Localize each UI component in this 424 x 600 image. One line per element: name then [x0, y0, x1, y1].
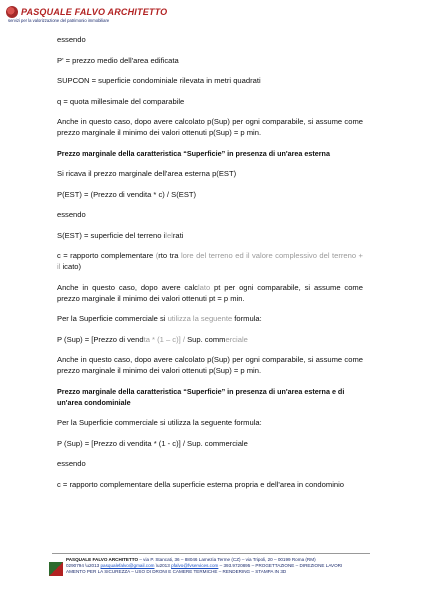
paragraph-text: P(EST) = (Prezzo di vendita * c) / S(EST)	[57, 189, 197, 199]
footer-brand: PASQUALE FALVO ARCHITETTO	[66, 557, 139, 562]
footer	[50, 557, 380, 576]
paragraph-text: Anche in questo caso, dopo avere calcolato p(Sup) per ogni comparabile, si assume come prezzo marginale il minimo dei valori ottenuti p(Sup) = p min.	[57, 117, 363, 137]
paragraph-text: Anche in questo caso, dopo avere calc	[57, 282, 198, 292]
footer-email-link-2[interactable]: pfalvo@fvservices.com	[171, 563, 219, 569]
paragraph	[57, 55, 363, 66]
paragraph-text-part: ta * (1 – c)] /	[143, 334, 185, 344]
paragraph-text-part: lato	[197, 282, 211, 292]
paragraph-text: Per la Superficie commerciale si	[57, 314, 168, 323]
section-heading	[57, 386, 363, 408]
paragraph	[57, 313, 363, 324]
paragraph-text: P (Sup) = [Prezzo di vend	[57, 334, 144, 344]
paragraph-text: Per la Superficie commerciale si utilizza la seguente formula:	[57, 418, 262, 427]
paragraph	[57, 458, 363, 469]
paragraph	[57, 34, 363, 45]
paragraph-text: P (Sup) = [Prezzo di vendita * (1 - c)] / Sup. commerciale	[57, 438, 248, 448]
paragraph	[57, 282, 363, 304]
paragraph	[57, 116, 363, 138]
paragraph	[57, 250, 363, 272]
paragraph-text-part: rto tra	[158, 251, 181, 260]
paragraph-text-part: erciale	[225, 334, 248, 344]
paragraph	[57, 334, 363, 345]
paragraph-text: essendo	[57, 459, 86, 468]
footer-services: – 393.9720895 – PROGETTAZIONE – DIREZIONE LAVORI	[218, 563, 343, 569]
paragraph	[57, 417, 363, 428]
paragraph-text: essendo	[57, 35, 86, 44]
paragraph-text: SUPCON = superficie condominiale rilevata in metri quadrati	[57, 76, 261, 85]
paragraph-text: c = rapporto complementare	[57, 251, 156, 260]
logo-mark-icon	[6, 6, 18, 18]
paragraph-text: Prezzo marginale della caratteristica “Superficie” in presenza di un'area esterna	[57, 148, 330, 158]
footer-line-2: 0290794 \u2013 pasqualefalvo@gmail.com \u2013 pfalvo@fvservices.com – 393.9720895 – PROGETTAZIONE – DIREZIONE LAVORI	[66, 563, 343, 569]
section-heading	[57, 148, 363, 159]
paragraph-text-part: formula:	[232, 314, 262, 323]
paragraph	[57, 96, 363, 107]
paragraph-text-part: icato)	[62, 262, 82, 271]
paragraph	[57, 75, 363, 86]
paragraph-text: c = rapporto complementare della superficie esterna propria e dell'area in condominio	[57, 479, 345, 489]
paragraph	[57, 354, 363, 376]
footer-phone: 0290794	[66, 563, 84, 569]
footer-email-link-1[interactable]: pasqualefalvo@gmail.com	[100, 563, 155, 569]
paragraph-text: q = quota millesimale del comparabile	[57, 96, 185, 106]
paragraph-text: Prezzo marginale della caratteristica “Superficie” in presenza di un'area esterna e di un'area condominiale	[57, 386, 345, 407]
paragraph	[57, 230, 363, 241]
paragraph-text-part: lore del terreno ed il valore complessivo del terreno + il	[57, 251, 363, 271]
paragraph-text-part: rati	[172, 230, 184, 240]
paragraph	[57, 479, 363, 490]
logo-text: PASQUALE FALVO ARCHITETTO	[21, 7, 168, 17]
footer-address: – via P. Stancati, 36 – 88046 Lamezia Terme (CZ) – via Tripoli, 20 – 00199 Roma (RM)	[138, 557, 316, 562]
paragraph	[57, 209, 363, 220]
footer-line-3: AMENTO PER LA SICUREZZA – USO DI DRONI E CAMERE TERMICHE – RENDERING – STAMPA IN 3D	[66, 569, 287, 575]
logo-tagline: servizi per la valorizzazione del patrimonio immobiliare	[8, 18, 110, 23]
paragraph	[57, 438, 363, 449]
header	[6, 6, 206, 23]
paragraph-text-part: pt per ogni comparabile, si assume come prezzo marginale il minimo dei valori ottenuti pt = p min.	[57, 282, 363, 303]
document-body	[57, 34, 363, 499]
paragraph-text: Anche in questo caso, dopo avere calcolato p(Sup) per ogni comparabile, si assume come prezzo marginale il minimo dei valori ottenuti p(Sup) = p min.	[57, 355, 363, 375]
paragraph	[57, 168, 363, 179]
paragraph-text-part: (	[155, 251, 159, 260]
paragraph-text: S(EST) = superficie del terreno i	[57, 230, 166, 240]
paragraph-text-part: lel	[165, 230, 173, 240]
paragraph-text: essendo	[57, 210, 86, 219]
paragraph-text-part: Sup. comm	[184, 334, 226, 344]
paragraph-text: P' = prezzo medio dell'area edificata	[57, 55, 179, 65]
paragraph	[57, 189, 363, 200]
paragraph-text-part: utilizza la seguente	[167, 314, 233, 323]
footer-divider	[52, 553, 370, 554]
logo	[6, 6, 206, 18]
paragraph-text: Si ricava il prezzo marginale dell'area esterna p(EST)	[57, 169, 237, 178]
